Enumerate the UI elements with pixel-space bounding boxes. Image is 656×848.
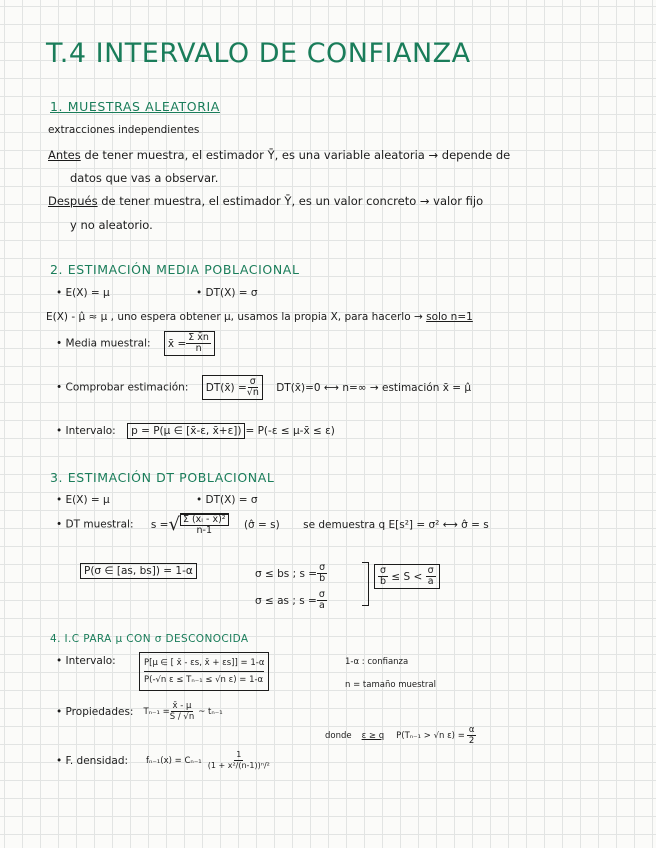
- s1-line-4: [48, 194, 483, 208]
- s3-case-1-num: σ: [319, 562, 326, 573]
- s2-interval-box: p = P(μ ∈ [x̄-ε, x̄+ε]): [127, 423, 245, 439]
- s2-media-lhs: x̄ =: [167, 337, 187, 350]
- s3-dt-lhs: s =: [150, 518, 169, 531]
- s3-dt-rest: se demuestra q E[s²] = σ² ⟷ σ̂ = s: [303, 518, 489, 531]
- section-2-heading: 2. ESTIMACIÓN MEDIA POBLACIONAL: [50, 262, 300, 277]
- s4-donde-eps: ε ≥ q: [361, 730, 385, 741]
- s3-result-den-1: b: [380, 576, 387, 587]
- s4-dens-fraction: [208, 750, 270, 771]
- page-title: T.4 INTERVALO DE CONFIANZA: [46, 38, 471, 69]
- s2-comp-label: • Comprobar estimación:: [56, 381, 189, 394]
- s4-donde-fraction: [467, 725, 477, 746]
- s2-interval-label: • Intervalo:: [56, 425, 116, 437]
- s3-case-2-text: σ ≤ as ; s =: [255, 594, 317, 607]
- s2-media-formula: [164, 331, 215, 356]
- s1-line-2-text: de tener muestra, el estimador Ȳ, es una variable aleatoria → depende de: [80, 148, 511, 162]
- s4-prop-label: • Propiedades:: [56, 705, 134, 718]
- s2-estimation-text: E(X) - μ̂ ≈ μ , uno espera obtener μ, usamos la propia X, para hacerlo →: [46, 311, 423, 323]
- s4-dens-lhs: fₙ₋₁(x) = Cₙ₋₁: [146, 755, 202, 766]
- s1-line-1: extracciones independientes: [48, 124, 200, 136]
- s2-estimation-line: [46, 311, 473, 323]
- s2-comp-num: σ: [249, 376, 256, 387]
- s4-interval-label: • Intervalo:: [56, 655, 116, 667]
- s3-dt-row: [56, 513, 489, 536]
- s2-comp-rest: DT(x̄)=0 ⟷ n=∞ → estimación x̄ = μ̂: [276, 381, 472, 394]
- s2-std: • DT(X) = σ: [196, 287, 258, 299]
- s3-case-1: [255, 563, 327, 584]
- s1-line-3: datos que vas a observar.: [70, 171, 219, 185]
- s4-donde-prob: P(Tₙ₋₁ > √n ε) =: [396, 730, 465, 741]
- s4-interval-line-2: P(-√n ε ≤ Tₙ₋₁ ≤ √n ε) = 1-α: [144, 675, 264, 685]
- s4-dens-label: • F. densidad:: [56, 754, 129, 767]
- s3-dt-mid: (σ̂ = s): [243, 518, 280, 531]
- s2-interval-rest: = P(-ε ≤ μ-x̄ ≤ ε): [245, 425, 335, 437]
- s4-prop-den: S / √n: [169, 712, 195, 722]
- s3-case-1-fraction: [317, 563, 327, 584]
- s4-dens-num: 1: [236, 750, 242, 759]
- sqrt-icon: √: [168, 513, 180, 535]
- s2-interval-row: [56, 425, 335, 437]
- s3-case-2-den: a: [318, 600, 325, 611]
- s2-comp-lhs: DT(x̄) =: [205, 381, 247, 394]
- s4-donde: donde: [325, 730, 352, 741]
- s3-brace: [362, 562, 369, 606]
- s2-media-den: n: [195, 343, 202, 354]
- section-1-heading: 1. MUESTRAS ALEATORIA: [50, 99, 220, 114]
- s2-comp-fraction: [247, 377, 259, 398]
- s4-donde-den: 2: [468, 736, 475, 746]
- s1-despues: Después: [48, 194, 98, 208]
- s2-media-row: [56, 331, 215, 356]
- s4-dens-den: (1 + x²/(n-1))ⁿ/²: [207, 761, 270, 770]
- s3-dt-fraction: [180, 513, 229, 536]
- s4-interval-box: [139, 652, 269, 691]
- s4-dens-row: [56, 750, 270, 771]
- s3-case-1-text: σ ≤ bs ; s =: [255, 567, 318, 580]
- s3-expectation: • E(X) = μ: [56, 494, 110, 506]
- s3-result-num-1: σ: [380, 565, 387, 576]
- s4-interval-line-1: P[μ ∈ [ x̄ - εs, x̄ + εs]] = 1-α: [144, 655, 264, 672]
- s3-result-num-2: σ: [427, 565, 434, 576]
- s2-comp-den: √n: [246, 387, 259, 398]
- s1-antes: Antes: [48, 148, 81, 162]
- s3-dt-num: Σ (xᵢ - x̄)²: [180, 514, 229, 526]
- section-4-heading: 4. I.C PARA μ CON σ DESCONOCIDA: [50, 633, 249, 645]
- s3-result-mid: ≤ S <: [388, 570, 426, 583]
- s3-std: • DT(X) = σ: [196, 494, 258, 506]
- s1-line-2: [48, 148, 510, 162]
- s3-case-1-den: b: [319, 573, 326, 584]
- s2-comp-formula: [202, 375, 263, 400]
- s4-note-confianza: 1-α : confianza: [345, 657, 409, 667]
- s4-prop-lhs: Tₙ₋₁ =: [143, 706, 170, 717]
- s3-dt-formula: [151, 513, 229, 536]
- s2-solo-n1: solo n=1: [426, 311, 473, 323]
- s4-note-tamano: n = tamaño muestral: [345, 680, 436, 690]
- s2-media-label: • Media muestral:: [56, 337, 151, 350]
- s4-prop-num: x̄ - μ: [172, 701, 192, 711]
- s4-prop-rest: ~ tₙ₋₁: [198, 706, 223, 717]
- s2-media-num: Σ x̄n: [188, 332, 209, 343]
- s3-prob-box: P(σ ∈ [as, bs]) = 1-α: [80, 563, 197, 579]
- s4-donde-num: α: [468, 725, 475, 735]
- s3-result-box: [374, 564, 440, 589]
- section-3-heading: 3. ESTIMACIÓN DT POBLACIONAL: [50, 470, 275, 485]
- s2-expectation: • E(X) = μ: [56, 287, 110, 299]
- s3-result-frac-2: [426, 566, 436, 587]
- s1-line-4-text: de tener muestra, el estimador Ȳ, es un valor concreto → valor fijo: [97, 194, 484, 208]
- s3-result-frac-1: [378, 566, 388, 587]
- s3-case-2-fraction: [317, 590, 327, 611]
- s3-case-2: [255, 590, 327, 611]
- s3-dt-label: • DT muestral:: [56, 518, 134, 531]
- s4-prop-fraction: [170, 701, 194, 722]
- s4-donde-row: [325, 725, 476, 746]
- s3-case-2-num: σ: [318, 589, 325, 600]
- s1-line-5: y no aleatorio.: [70, 218, 153, 232]
- s2-comp-row: [56, 375, 471, 400]
- s3-dt-den: n-1: [196, 525, 213, 536]
- s4-prop-row: [56, 701, 223, 722]
- s3-result-den-2: a: [427, 576, 434, 587]
- s2-media-fraction: [186, 333, 211, 354]
